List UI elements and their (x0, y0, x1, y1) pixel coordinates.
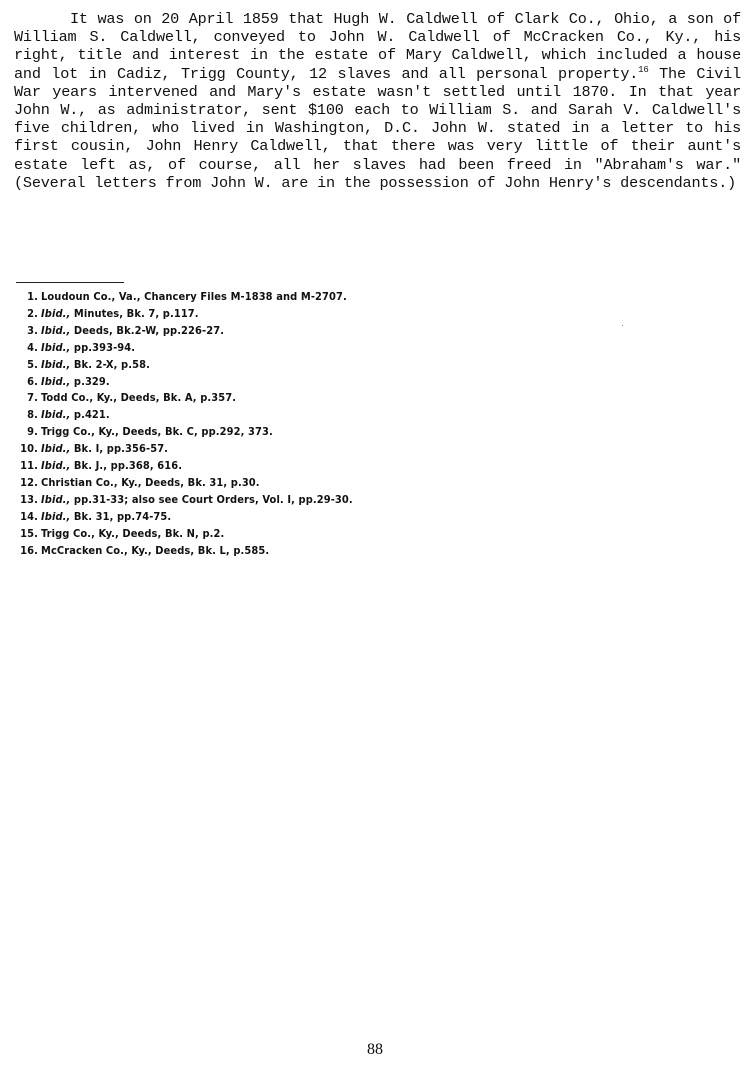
footnote-number: 2. (27, 306, 38, 320)
footnote-item (18, 475, 618, 492)
body-paragraph (14, 10, 741, 192)
footnote-text: Trigg Co., Ky., Deeds, Bk. C, pp.292, 373. (41, 425, 273, 439)
footnote-number: 3. (27, 323, 38, 337)
footnote-ibid: Ibid., (41, 374, 71, 388)
footnote-item (18, 340, 618, 357)
footnote-number: 13. (20, 492, 38, 506)
footnote-divider (16, 282, 124, 283)
footnote-item (18, 492, 618, 509)
footnote-item (18, 357, 618, 374)
footnote-reference: 16 (638, 64, 649, 75)
footnote-item (18, 407, 618, 424)
footnote-item (18, 424, 618, 441)
footnote-number: 8. (27, 408, 38, 422)
footnote-text: Loudoun Co., Va., Chancery Files M-1838 and M-2707. (41, 290, 347, 303)
footnote-ibid: Ibid., (41, 408, 71, 422)
footnote-text: p.421. (70, 408, 110, 422)
paragraph-text-after-note: The Civil War years intervened and Mary's estate wasn't settled until 1870. In that year John W., as administrator, sent $100 each to William S. and Sarah V. Caldwell's five children, who lived in Washington, D.C. John W. stated in a letter to his first cousin, John Henry Caldwell, that there was very little of their aunt's estate left as, of course, all her slaves had been freed in "Abraham's war." (Several letters from John W. are in the possession of John Henry's descendants.) (14, 64, 741, 192)
footnote-item (18, 306, 618, 323)
footnote-text: Todd Co., Ky., Deeds, Bk. A, p.357. (41, 391, 237, 405)
footnote-ibid: Ibid., (41, 340, 71, 354)
footnote-text: p.329. (70, 374, 110, 388)
footnote-number: 6. (27, 374, 38, 388)
footnote-text: Trigg Co., Ky., Deeds, Bk. N, p.2. (41, 526, 225, 540)
footnote-number: 16. (20, 543, 38, 557)
footnote-text: Deeds, Bk.2-W, pp.226-27. (70, 323, 225, 337)
footnote-text: McCracken Co., Ky., Deeds, Bk. L, p.585. (41, 543, 270, 557)
footnote-text: Bk. 31, pp.74-75. (70, 509, 172, 523)
footnote-item (18, 509, 618, 526)
footnote-list (18, 289, 618, 560)
page-number: 88 (367, 1041, 383, 1058)
footnote-number: 7. (27, 391, 38, 405)
footnote-number: 12. (20, 475, 38, 489)
footnote-number: 5. (27, 357, 38, 371)
footnote-text: pp.31-33; also see Court Orders, Vol. I, pp.29-30. (70, 492, 353, 506)
footnote-item (18, 323, 618, 340)
scan-speck (622, 325, 623, 326)
footnote-ibid: Ibid., (41, 306, 71, 320)
footnote-number: 14. (20, 509, 38, 523)
footnote-ibid: Ibid., (41, 492, 71, 506)
footnote-item (18, 441, 618, 458)
footnote-item (18, 543, 618, 560)
footnote-item (18, 289, 618, 306)
footnote-text: Bk. I, pp.356-57. (70, 442, 169, 456)
footnote-ibid: Ibid., (41, 357, 71, 371)
footnote-text: Minutes, Bk. 7, p.117. (70, 306, 199, 320)
footnote-item (18, 526, 618, 543)
paragraph-text-before-note: It was on 20 April 1859 that Hugh W. Caldwell of Clark Co., Ohio, a son of William S. Caldwell, conveyed to John W. Caldwell of McCracken Co., Ky., his right, title and interest in the estate of Mary Caldwell, which included a house and lot in Cadiz, Trigg County, 12 slaves and all personal property. (14, 10, 741, 83)
footnote-text: Bk. 2-X, p.58. (70, 357, 150, 371)
footnote-item (18, 374, 618, 391)
footnote-ibid: Ibid., (41, 323, 71, 337)
footnote-number: 9. (27, 425, 38, 439)
footnote-item (18, 390, 618, 407)
footnote-number: 10. (20, 442, 38, 456)
footnote-number: 4. (27, 340, 38, 354)
footnote-number: 15. (20, 526, 38, 540)
footnote-ibid: Ibid., (41, 442, 71, 456)
footnote-number: 1. (27, 290, 38, 303)
footnote-number: 11. (20, 459, 38, 473)
footnote-text: pp.393-94. (70, 340, 136, 354)
footnote-text: Christian Co., Ky., Deeds, Bk. 31, p.30. (41, 475, 260, 489)
footnote-item (18, 458, 618, 475)
footnote-text: Bk. J., pp.368, 616. (70, 459, 183, 473)
footnote-ibid: Ibid., (41, 459, 71, 473)
footnote-ibid: Ibid., (41, 509, 71, 523)
